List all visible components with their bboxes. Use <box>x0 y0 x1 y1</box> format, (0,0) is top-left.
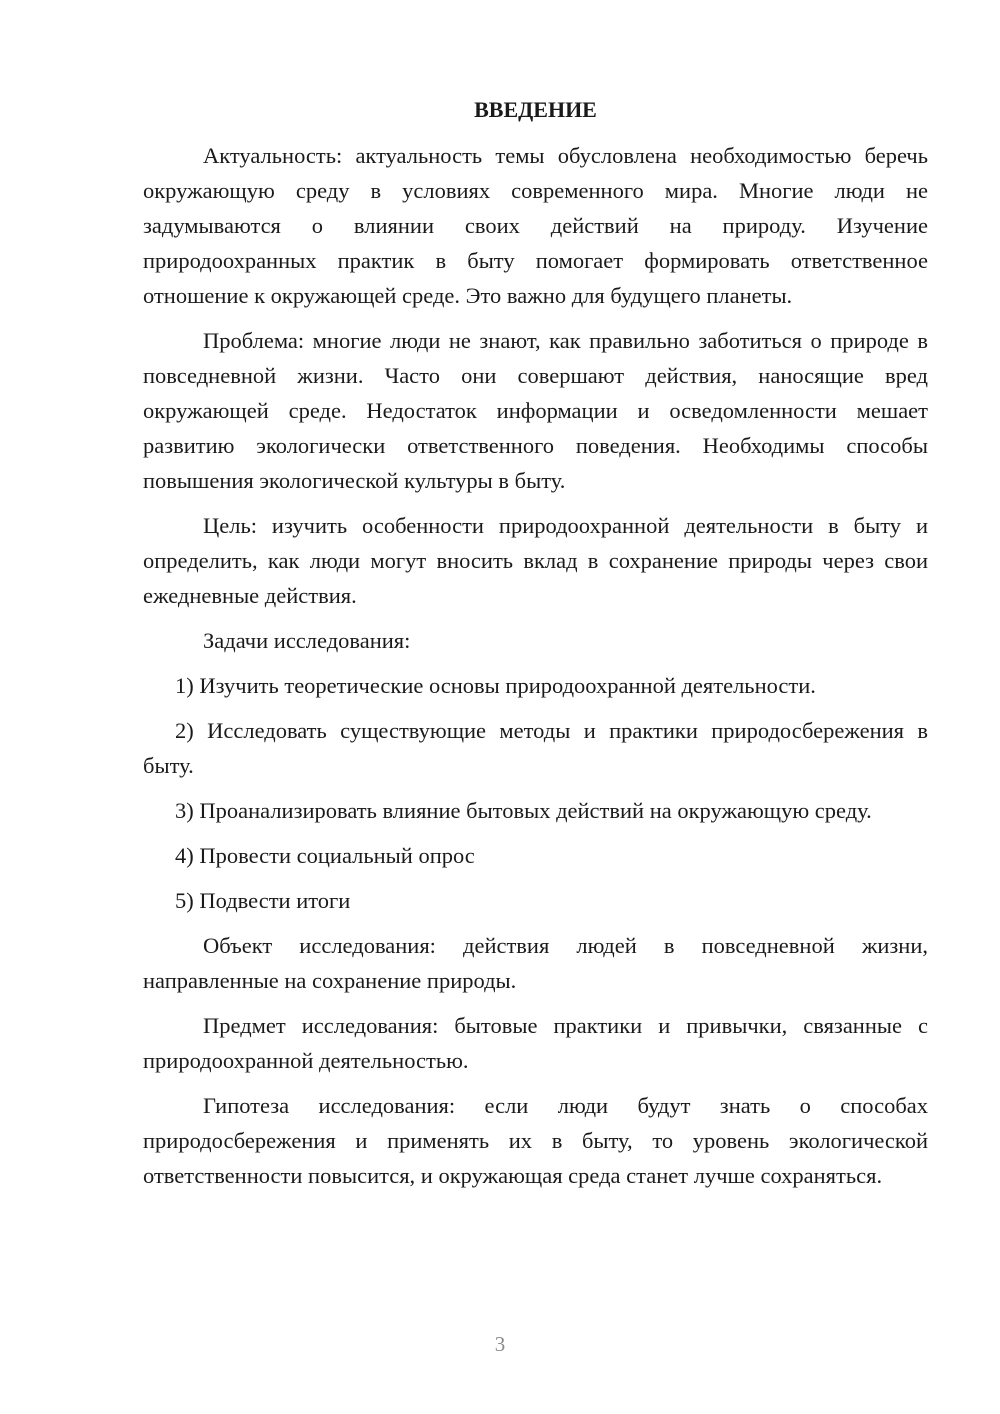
list-item: 2) Исследовать существующие методы и практики природосбережения в быту. <box>143 718 928 778</box>
paragraph-hypothesis: Гипотеза исследования: если люди будут знать о способах природосбережения и применять их в быту, то уровень экологической ответственности повысится, и окружающая среда станет лучше сохраняться. <box>143 1093 928 1188</box>
paragraph-subject: Предмет исследования: бытовые практики и привычки, связанные с природоохранной деятельностью. <box>143 1013 928 1073</box>
list-item: 3) Проанализировать влияние бытовых действий на окружающую среду. <box>175 798 872 823</box>
paragraph-problem: Проблема: многие люди не знают, как правильно заботиться о природе в повседневной жизни. Часто они совершают действия, наносящие вред окружающей среде. Недостаток информации и осведомленности мешает развитию экологически ответственного поведения. Необходимы способы повышения экологической культуры в быту. <box>143 328 928 493</box>
paragraph-tasks-heading: Задачи исследования: <box>203 628 411 653</box>
paragraph-relevance: Актуальность: актуальность темы обусловлена необходимостью беречь окружающую среду в условиях современного мира. Многие люди не задумываются о влиянии своих действий на природу. Изучение природоохранных практик в быту помогает формировать ответственное отношение к окружающей среде. Это важно для будущего планеты. <box>143 143 928 308</box>
list-item: 4) Провести социальный опрос <box>175 843 475 868</box>
paragraph-goal: Цель: изучить особенности природоохранной деятельности в быту и определить, как люди могут вносить вклад в сохранение природы через свои ежедневные действия. <box>143 513 928 608</box>
page-number: 3 <box>494 1332 506 1356</box>
tasks-list <box>143 668 928 918</box>
page-title: ВВЕДЕНИЕ <box>474 97 597 122</box>
list-item: 5) Подвести итоги <box>175 888 351 913</box>
list-item: 1) Изучить теоретические основы природоохранной деятельности. <box>175 673 816 698</box>
paragraph-object: Объект исследования: действия людей в повседневной жизни, направленные на сохранение природы. <box>143 933 928 993</box>
document-page <box>143 92 928 1203</box>
